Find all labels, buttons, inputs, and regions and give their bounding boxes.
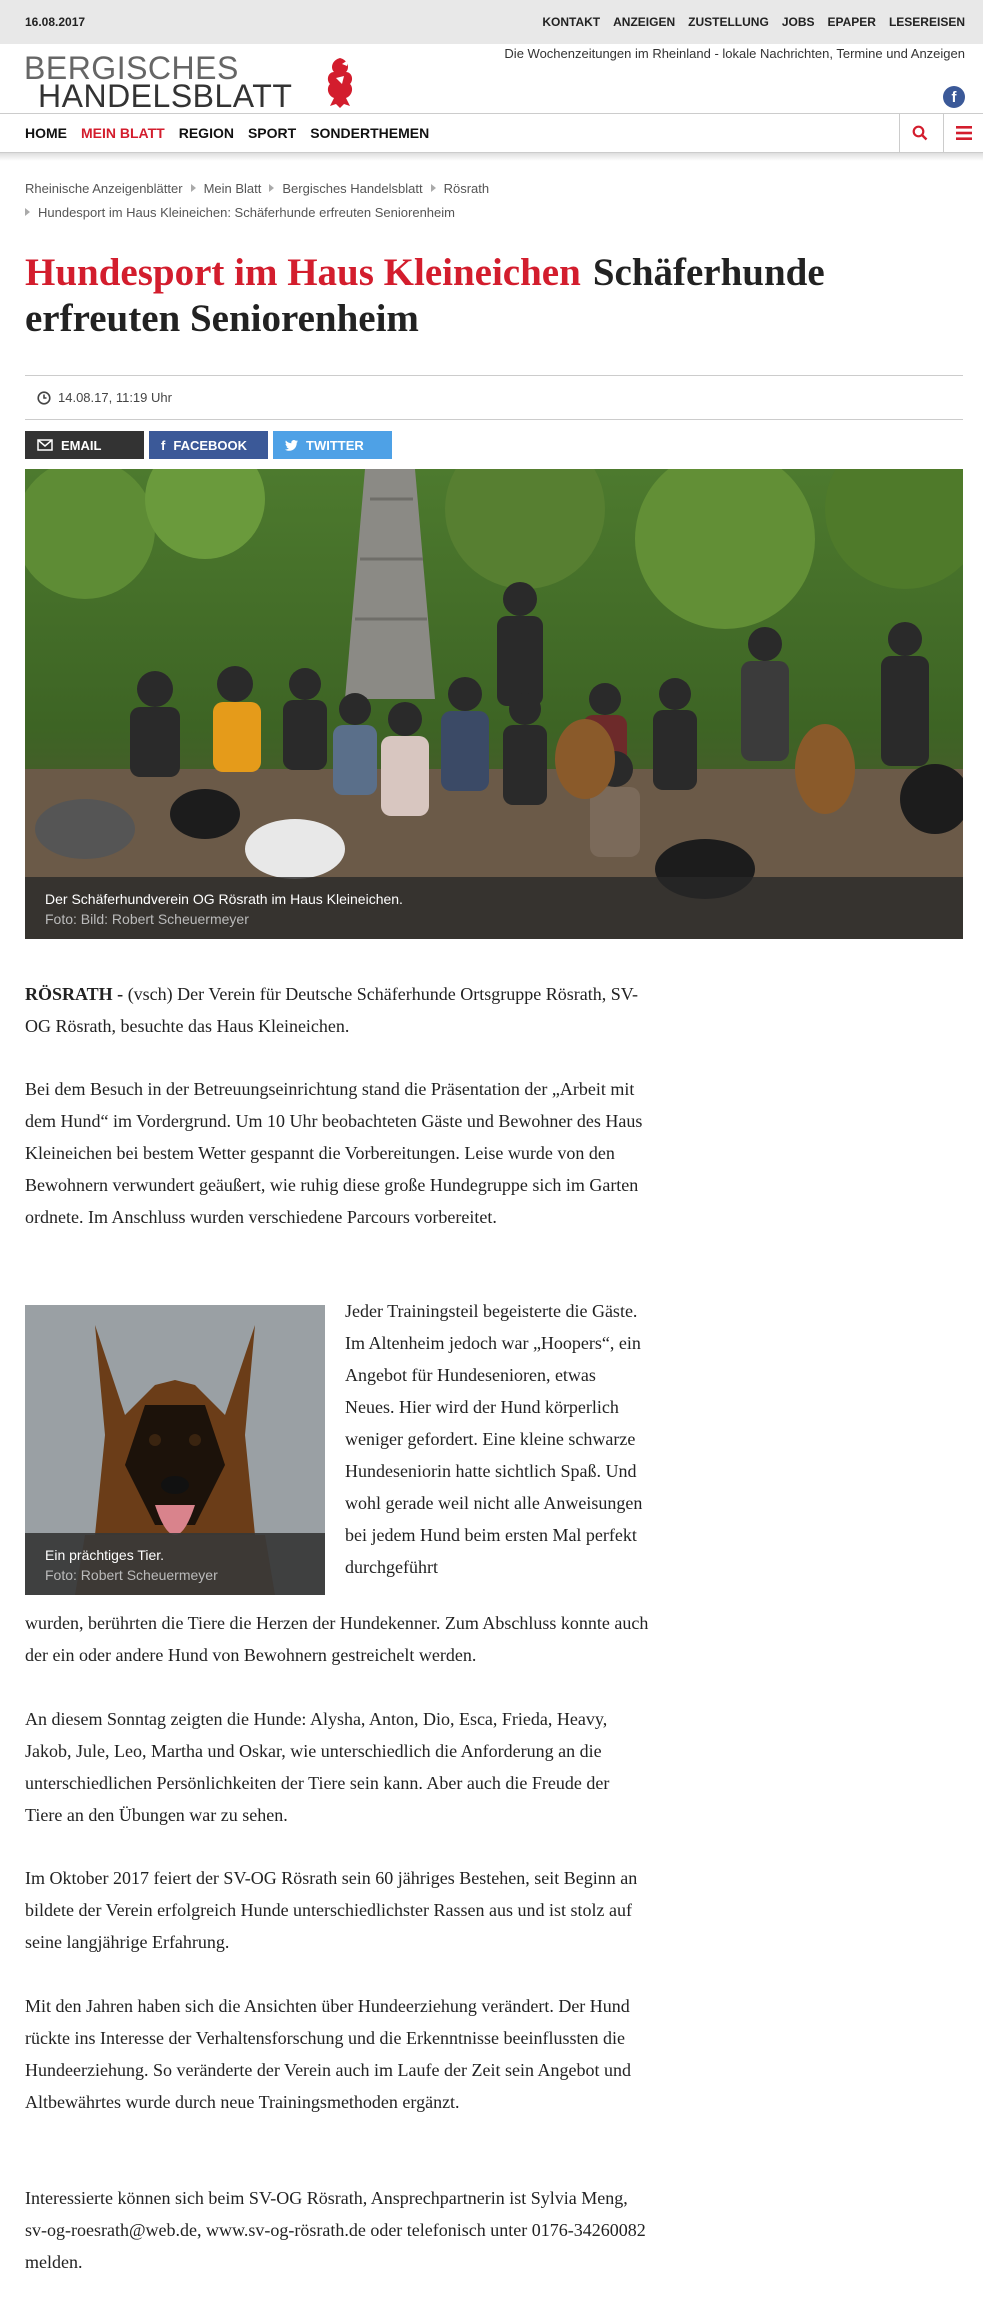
share-email-label: EMAIL (61, 437, 102, 453)
search-button[interactable] (899, 114, 939, 152)
article-paragraph: Interessierte können sich beim SV-OG Rösrath, Ansprechpartnerin ist Sylvia Meng, sv-og-roesrath@web.de, www.sv-og-rösrath.de oder telefonisch unter 0176-34260082 melden. (25, 2188, 646, 2272)
share-twitter-button[interactable] (273, 431, 392, 459)
article-lead (25, 978, 650, 1042)
nav-sport[interactable]: SPORT (247, 125, 297, 141)
link-leserreisen[interactable]: LESEREISEN (888, 15, 965, 29)
article-title (25, 250, 955, 342)
logo-line-1: BERGISCHES (24, 50, 239, 86)
group-photo (25, 469, 963, 939)
site-tagline: Die Wochenzeitungen im Rheinland - lokale Nachrichten, Termine und Anzeigen (504, 46, 965, 61)
article-lead-text: (vsch) Der Verein für Deutsche Schäferhunde Ortsgruppe Rösrath, SV-OG Rösrath, besuchte das Haus Kleineichen. (25, 984, 639, 1036)
top-bar (0, 0, 983, 44)
link-zustellung[interactable]: ZUSTELLUNG (688, 15, 769, 29)
main-nav (0, 113, 983, 153)
breadcrumb (25, 177, 925, 225)
inline-caption (25, 1533, 325, 1595)
link-jobs[interactable]: JOBS (781, 15, 815, 29)
inline-photo-credit: Foto: Robert Scheuermeyer (45, 1567, 218, 1583)
lion-crest-icon (320, 54, 360, 110)
share-twitter-label: TWITTER (306, 437, 364, 453)
article-paragraph: Jeder Trainingsteil begeisterte die Gäste. Im Altenheim jedoch war „Hoopers“, ein Angebot für Hundesenioren, etwas Neues. Hier wird der Hund körperlich weniger gefordert. Eine kleine schwarze Hundeseniorin hatte sichtlich Spaß. Und wohl gerade weil nicht alle Anweisungen bei jedem Hund beim ersten Mal perfekt durchgeführt (345, 1301, 643, 1577)
article-paragraph: An diesem Sonntag zeigten die Hunde: Alysha, Anton, Dio, Esca, Frieda, Heavy, Jakob, Jule, Leo, Martha und Oskar, wie unterschiedlich die Anforderung an die unterschiedlichen Persönlichkeiten der Tiere sein kann. Aber auch die Freude der Tiere an den Übungen war zu sehen. (25, 1709, 610, 1825)
breadcrumb-current: Hundesport im Haus Kleineichen: Schäferhunde erfreuten Seniorenheim (38, 205, 455, 220)
twitter-icon (285, 440, 298, 451)
menu-button[interactable] (943, 114, 983, 152)
logo-line-2: HANDELSBLATT (38, 78, 293, 114)
article-kicker: Hundesport im Haus Kleineichen (25, 251, 581, 294)
facebook-icon: f (161, 437, 166, 453)
article-place: RÖSRATH - (25, 984, 124, 1004)
service-nav (542, 15, 965, 29)
facebook-icon[interactable]: f (943, 86, 965, 108)
article-paragraph: Mit den Jahren haben sich die Ansichten über Hundeerziehung verändert. Der Hund rückte ins Interesse der Verhaltensforschung und die Erkenntnisse beeinflussten die Hundeerziehung. So veränderte der Verein auch im Laufe der Zeit sein Angebot und Altbewährtes wurde durch neue Trainingsmethoden ergänzt. (25, 1996, 631, 2112)
article-paragraph: wurden, berührten die Tiere die Herzen der Hundekenner. Zum Abschluss konnte auch der ein oder andere Hund von Bewohnern gestreichelt werden. (25, 1613, 649, 1665)
hero-caption (25, 877, 963, 939)
article-dateline (37, 390, 172, 405)
hero-image (25, 469, 963, 939)
inline-caption-text: Ein prächtiges Tier. (45, 1547, 165, 1563)
nav-mein-blatt[interactable]: MEIN BLATT (81, 125, 165, 141)
share-facebook-label: FACEBOOK (173, 437, 248, 453)
breadcrumb-item[interactable]: Rheinische Anzeigenblätter (25, 181, 183, 196)
article-headline: Schäferhunde erfreuten Seniorenheim (25, 251, 825, 340)
link-kontakt[interactable]: KONTAKT (542, 15, 601, 29)
hero-caption-text: Der Schäferhundverein OG Rösrath im Haus Kleineichen. (45, 891, 403, 907)
current-date: 16.08.2017 (25, 15, 86, 29)
breadcrumb-item[interactable]: Bergisches Handelsblatt (282, 181, 423, 196)
article-paragraph: Im Oktober 2017 feiert der SV-OG Rösrath sein 60 jähriges Bestehen, seit Beginn an bildete der Verein erfolgreich Hunde unterschiedlichster Rassen aus und ist stolz auf seine langjährige Erfahrung. (25, 1868, 638, 1952)
hamburger-icon (956, 126, 972, 140)
nav-shadow (0, 153, 983, 161)
share-bar (25, 431, 392, 459)
breadcrumb-item[interactable]: Mein Blatt (203, 181, 262, 196)
article-paragraph: Bei dem Besuch in der Betreuungseinrichtung stand die Präsentation der „Arbeit mit dem Hund“ im Vordergrund. Um 10 Uhr beobachteten Gäste und Bewohner des Haus Kleineichen bei bestem Wetter gespannt die Vorbereitungen. Leise wurde von den Bewohnern verwundert geäußert, wie ruhig diese große Hundegruppe sich im Garten ordnete. Im Anschluss wurden verschiedene Parcours vorbereitet. (25, 1079, 643, 1227)
clock-icon (37, 391, 51, 405)
search-icon (912, 125, 928, 141)
share-facebook-button[interactable] (149, 431, 268, 459)
share-email-button[interactable] (25, 431, 144, 459)
nav-region[interactable]: REGION (178, 125, 234, 141)
inline-image (25, 1305, 325, 1595)
envelope-icon (37, 439, 53, 451)
divider (25, 375, 963, 376)
breadcrumb-item[interactable]: Rösrath (443, 181, 490, 196)
article-datetime: 14.08.17, 11:19 Uhr (58, 390, 172, 405)
divider (25, 419, 963, 420)
link-epaper[interactable]: EPAPER (827, 15, 876, 29)
site-logo[interactable] (24, 50, 364, 112)
nav-sonderthemen[interactable]: SONDERTHEMEN (310, 125, 430, 141)
nav-home[interactable]: HOME (25, 125, 67, 141)
hero-photo-credit: Foto: Bild: Robert Scheuermeyer (45, 911, 249, 927)
link-anzeigen[interactable]: ANZEIGEN (613, 15, 676, 29)
